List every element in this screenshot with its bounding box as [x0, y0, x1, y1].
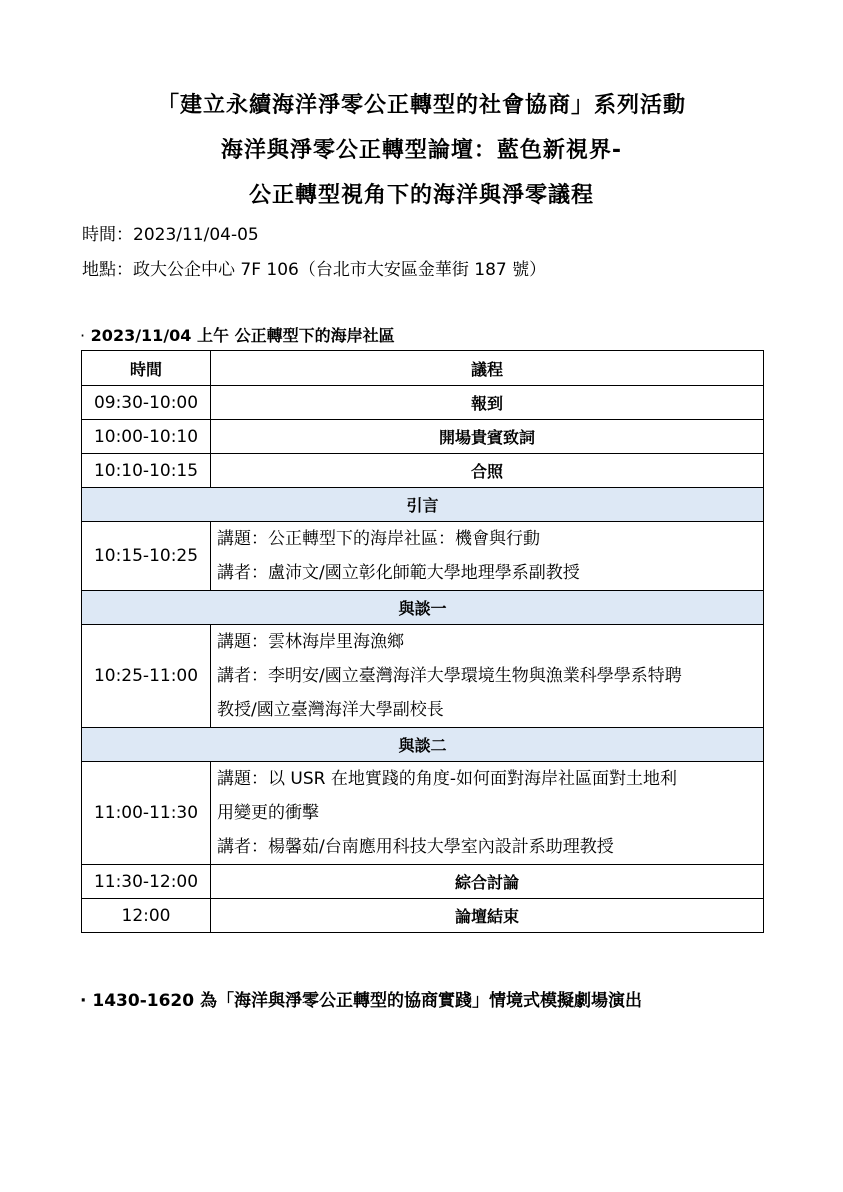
row-item: 綜合討論 — [211, 865, 764, 899]
topic-line: 講題：公正轉型下的海岸社區：機會與行動 — [217, 529, 540, 549]
session-heading — [80, 323, 395, 346]
section-row-panel-2 — [82, 728, 764, 762]
bullet-mark: · — [80, 326, 86, 345]
row-item: 論壇結束 — [211, 899, 764, 933]
agenda-table — [81, 350, 764, 933]
topic-line: 講題：以 USR 在地實踐的角度-如何面對海岸社區面對土地利 — [217, 769, 677, 789]
row-item: 報到 — [211, 386, 764, 420]
row-time: 12:00 — [82, 899, 211, 933]
event-time: 時間：2023/11/04-05 — [82, 225, 259, 245]
row-detail — [211, 625, 764, 728]
topic-line: 講題：雲林海岸里海漁鄉 — [217, 632, 404, 652]
afternoon-note-text: 1430-1620 為「海洋與淨零公正轉型的協商實踐」情境式模擬劇場演出 — [92, 991, 642, 1011]
row-time: 10:10-10:15 — [82, 454, 211, 488]
section-row-panel-1 — [82, 591, 764, 625]
forum-title: 海洋與淨零公正轉型論壇：藍色新視界- — [220, 138, 623, 163]
table-header-row — [82, 351, 764, 386]
table-row — [82, 386, 764, 420]
event-location: 地點：政大公企中心 7F 106（台北市大安區金華街 187 號） — [82, 260, 547, 280]
row-time: 10:00-10:10 — [82, 420, 211, 454]
table-row — [82, 899, 764, 933]
table-row — [82, 762, 764, 865]
row-time: 11:30-12:00 — [82, 865, 211, 899]
section-label: 與談二 — [82, 728, 764, 762]
row-detail — [211, 762, 764, 865]
table-row — [82, 522, 764, 591]
afternoon-note — [80, 986, 642, 1011]
table-row — [82, 865, 764, 899]
section-row-intro — [82, 488, 764, 522]
forum-subtitle: 公正轉型視角下的海洋與淨零議程 — [248, 183, 594, 208]
speaker-line-continued: 教授/國立臺灣海洋大學副校長 — [217, 700, 444, 720]
table-row — [82, 625, 764, 728]
speaker-line: 講者：李明安/國立臺灣海洋大學環境生物與漁業科學學系特聘 — [217, 666, 682, 686]
row-time: 10:25-11:00 — [82, 625, 211, 728]
row-item: 合照 — [211, 454, 764, 488]
row-time: 09:30-10:00 — [82, 386, 211, 420]
table-row — [82, 420, 764, 454]
bullet-mark: · — [80, 991, 87, 1011]
session-heading-text: 2023/11/04 上午 公正轉型下的海岸社區 — [90, 326, 395, 345]
row-item: 開場貴賓致詞 — [211, 420, 764, 454]
topic-line-continued: 用變更的衝擊 — [217, 803, 319, 823]
section-label: 與談一 — [82, 591, 764, 625]
speaker-line: 講者：盧沛文/國立彰化師範大學地理學系副教授 — [217, 563, 580, 583]
speaker-line: 講者：楊馨茹/台南應用科技大學室內設計系助理教授 — [217, 837, 614, 857]
row-time: 10:15-10:25 — [82, 522, 211, 591]
event-series-title: 「建立永續海洋淨零公正轉型的社會協商」系列活動 — [156, 93, 686, 118]
table-row — [82, 454, 764, 488]
section-label: 引言 — [82, 488, 764, 522]
header-time: 時間 — [82, 351, 211, 386]
row-time: 11:00-11:30 — [82, 762, 211, 865]
header-agenda: 議程 — [211, 351, 764, 386]
row-detail — [211, 522, 764, 591]
